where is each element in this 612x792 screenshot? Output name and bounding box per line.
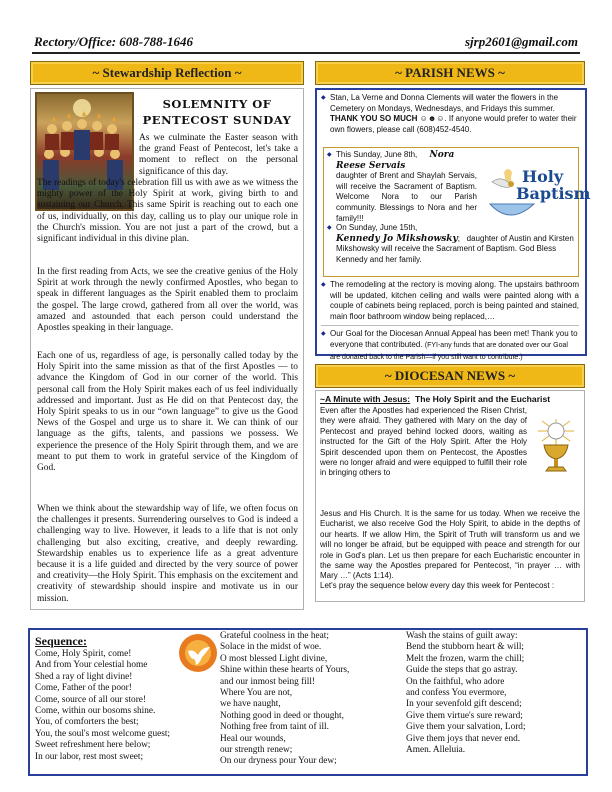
- sequence-line: Guide the steps that go astray.: [406, 665, 518, 676]
- sequence-col-1: [35, 649, 170, 763]
- stewardship-panel: [30, 88, 304, 610]
- holy-spirit-dove-icon: [178, 633, 218, 673]
- paragraph-4: When we think about the stewardship way of life, we often focus on the challenges it presents. Surrendering ourselves to God is indeed a challenging way to live. However, it leads to a life that is not only challenging but also exciting, creative, and deeply rewarding. Stewardship enables us to experience life as a great adventure because it is a life guided and directed by the very source of power and creativity—the Holy Spirit. This emphasis on the excitement and creativity of stewardship should inspire and motivate us in our mission.: [37, 504, 298, 604]
- paragraph-1-intro: As we culminate the Easter season with the grand Feast of Pentecost, let's take a moment to reflect on the personal significance of this day.: [139, 133, 298, 177]
- sequence-line: Nothing good in deed or thought,: [220, 710, 344, 721]
- sequence-line: Melt the frozen, warm the chill;: [406, 653, 525, 664]
- sequence-line: Give them your salvation, Lord;: [406, 722, 526, 733]
- smiley-icons: ☺☻☺.: [419, 114, 447, 124]
- paragraph-1-rest: The readings of today's celebration fill us with awe as we witness the mighty power of the Holy Spirit at work, giving birth to and sustaining our Church. This same Spirit is reaching out to each one of us, individually, on this day, calling us to play our unique role in the Church's mission. You are not just a part of the crowd, but a significant individual in this divine plan.: [37, 178, 298, 245]
- diocesan-news-panel: [315, 390, 585, 602]
- sequence-line: Amen. Alleluia.: [406, 745, 466, 756]
- sequence-line: You, of comforters the best;: [35, 717, 139, 728]
- sequence-line: On the faithful, who adore: [406, 676, 505, 687]
- nora-name: Nora Reese Servais: [336, 150, 455, 171]
- email-address: sjrp2601@gmail.com: [464, 34, 578, 49]
- holy-baptism-logo: [484, 162, 591, 228]
- sequence-line: Shine within these hearts of Yours,: [220, 665, 350, 676]
- sequence-line: Shed a ray of light divine!: [35, 671, 133, 682]
- sequence-line: O most blessed Light divine,: [220, 653, 328, 664]
- title-line-1: SOLEMNITY OF: [162, 97, 272, 111]
- logo-baptism: Baptism: [516, 184, 591, 203]
- sequence-line: Solace in the midst of woe.: [220, 642, 322, 653]
- title-line-2: PENTECOST SUNDAY: [142, 113, 292, 127]
- paragraph-3: Each one of us, regardless of age, is personally called today by the Holy Spirit into the same mission as that of the first Apostles — to advance the Kingdom of God in our corner of the world. This personal call from the Holy Spirit makes each of us feel individually addressed and important. Just as He did on that Pentecost day, the Holy Spirit speaks to us in our “own language” to give us the Good News of the Gospel and urge us to share it. We can think of our language as the gifts, talents, and passions we possess. We experience the presence of the Holy Spirit through them, and we are meant to put them to work in grateful service of the Kingdom of God.: [37, 351, 298, 474]
- sequence-col-3: [406, 631, 526, 756]
- sequence-line: Come, Father of the poor!: [35, 683, 132, 694]
- sequence-line: Where You are not,: [220, 688, 293, 699]
- sequence-line: Come, within our bosoms shine.: [35, 706, 156, 717]
- sequence-line: Give them joys that never end.: [406, 733, 521, 744]
- minute-with-jesus: ~A Minute with Jesus:: [320, 394, 411, 404]
- logo-holy: Holy: [522, 167, 564, 186]
- header-rule: [32, 52, 580, 54]
- kennedy-name: Kennedy Jo Mikshowsky: [336, 233, 458, 244]
- sequence-line: In our labor, rest most sweet;: [35, 751, 144, 762]
- sequence-line: Grateful coolness in the heat;: [220, 631, 329, 641]
- sequence-invitation: Let's pray the sequence below every day this week for Pentecost :: [320, 581, 555, 590]
- sequence-line: On our dryness pour Your dew;: [220, 756, 337, 767]
- diocesan-news-banner: ~ DIOCESAN NEWS ~: [315, 364, 585, 388]
- sequence-line: Heal our wounds,: [220, 733, 286, 744]
- baptism-item-nora: ◆ This Sunday, June 8th, Nora Reese Servais daughter of Brent and Shaylah Servais, will receive the Sacrament of Baptism. Welcome Nora to our Parish community. Blessings to Nora and her family!!!: [327, 150, 477, 224]
- chalice-icon: [534, 417, 578, 477]
- diocesan-subtitle: The Holy Spirit and the Eucharist: [414, 394, 551, 404]
- baptism-box: [323, 147, 591, 277]
- sequence-line: And from Your celestial home: [35, 660, 148, 671]
- sequence-line: and confess You evermore,: [406, 688, 507, 699]
- sequence-line: Sweet refreshment here below;: [35, 740, 151, 751]
- diocesan-text-full: Jesus and His Church. It is the same for us today. When we receive the Eucharist, we also receive God the Holy Spirit, to abide in the depths of our hearts. If we allow Him, the Spirit of Truth will transform us and we will no longer be afraid, but be equipped with peace and strength for our role in God's plan. Let us then prepare for each Eucharistic encounter in the same way the Apostles prepared for Pentecost, “in prayer … with Mary …” (Acts 1:14).: [320, 509, 580, 581]
- sequence-heading: Sequence:: [35, 634, 87, 648]
- parish-news-panel: [315, 88, 591, 361]
- rectory-remodel-item: ◆ The remodeling at the rectory is moving along. The upstairs bathroom will be updated, kitchen ceiling and walls were painted along with a couple of cabinets being replaced, porch is being painted and stained, main floor bathroom window being replaced,…: [321, 280, 579, 322]
- divider: [321, 325, 579, 326]
- sequence-line: our strength renew;: [220, 745, 293, 756]
- sequence-line: Bend the stubborn heart & will;: [406, 642, 524, 653]
- baptism-item-kennedy: ◆ On Sunday, June 15th, Kennedy Jo Mikshowsky; daughter of Austin and Kirsten Mikshowsky will receive the Sacrament of Baptism. God Bless Kennedy and her family.: [327, 223, 574, 265]
- sequence-line: Give them virtue's sure reward;: [406, 710, 523, 721]
- sequence-line: In your sevenfold gift descend;: [406, 699, 522, 710]
- diocesan-text-narrow: Even after the Apostles had experienced the Risen Christ, they were afraid. They gathered with Mary on the day of Pentecost and prayed behind locked doors, waiting as instructed for the Gift of the Holy Spirit. After the Holy Spirit descended upon them on Pentecost, the Apostles were no longer afraid and were equipped to fulfill their role in bringing others to: [320, 406, 527, 478]
- sequence-line: You, the soul's most welcome guest;: [35, 728, 171, 739]
- appeal-goal-item: ◆ Our Goal for the Diocesan Annual Appeal has been met! Thank you to everyone that contributed. (FYI-any funds that are donated over our Goal are donated back to the Parish—if you still want to contribute.): [321, 329, 579, 363]
- sequence-line: Wash the stains of guilt away:: [406, 631, 518, 641]
- sequence-line: Nothing free from taint of ill.: [220, 722, 329, 733]
- stewardship-banner: ~ Stewardship Reflection ~: [30, 61, 304, 85]
- sequence-line: Come, Holy Spirit, come!: [35, 649, 132, 659]
- sequence-line: we have naught,: [220, 699, 281, 710]
- sequence-col-2: [220, 631, 349, 768]
- sequence-line: and our inmost being fill!: [220, 676, 316, 687]
- sequence-line: Come, source of all our store!: [35, 694, 147, 705]
- paragraph-2: In the first reading from Acts, we see the creative genius of the Holy Spirit at work through the newly confirmed Apostles, who began to speak in different languages as the Spirit enabled them to proclaim the gospel. The large crowd, gathered from all over the world, was amazed and astounded that each person could understand the Apostles speaking in their language.: [37, 267, 298, 334]
- thank-you-text: THANK YOU SO MUCH: [330, 114, 418, 124]
- office-phone: Rectory/Office: 608-788-1646: [34, 34, 193, 49]
- parish-news-banner: ~ PARISH NEWS ~: [315, 61, 585, 85]
- flowers-item: ◆ Stan, La Verne and Donna Clements will water the flowers in the Cemetery on Mondays, Wednesdays, and Fridays this summer. THANK YOU SO MUCH ☺☻☺. If anyone would prefer to water their own flowers, please call (608)452-4540.: [321, 93, 579, 135]
- sequence-box: [28, 628, 588, 776]
